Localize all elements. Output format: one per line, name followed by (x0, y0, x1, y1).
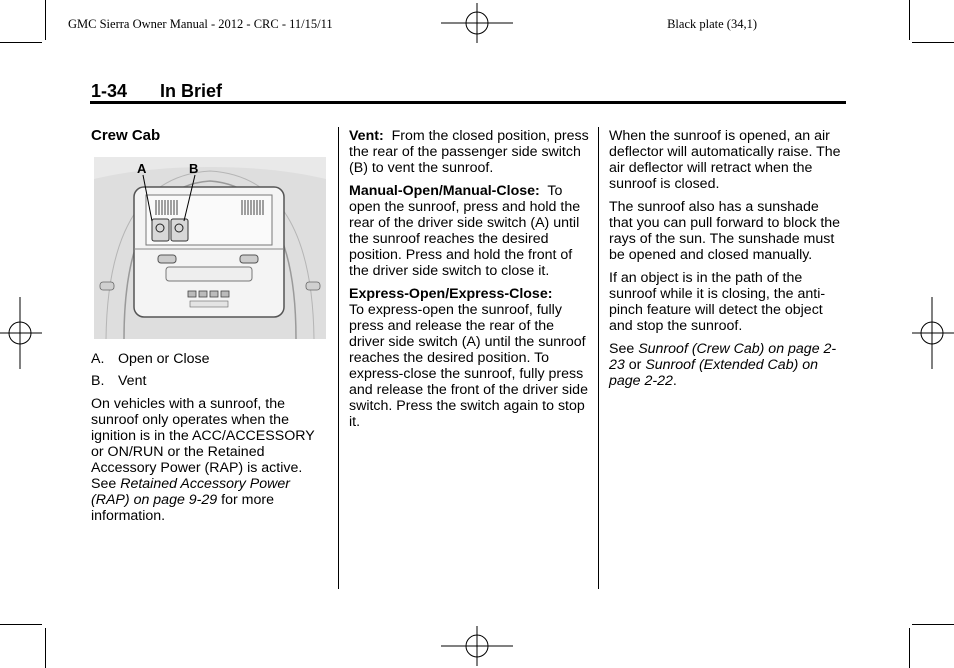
registration-mark-bottom (441, 626, 513, 666)
crop-mark (0, 624, 42, 625)
registration-mark-left (0, 297, 42, 369)
see-also-paragraph: See Sunroof (Crew Cab) on page 2-23 or Sunroof (Extended Cab) on page 2-22. (609, 341, 837, 389)
crop-mark (45, 0, 46, 40)
legend-marker: A. (91, 351, 105, 367)
sunroof-operation-paragraph: On vehicles with a sunroof, the sunroof only operates when the ignition is in the ACC/ACCESSORY or ON/RUN or the Retained Accessory Power (RAP) is active. See Retained Accessory Power (RAP) on page 9-29 for more information. (91, 396, 315, 524)
registration-mark-top (441, 3, 513, 43)
anti-pinch-paragraph: If an object is in the path of the sunroof while it is closing, the anti-pinch feature will detect the object and stop the sunroof. (609, 270, 826, 334)
crop-mark (0, 42, 42, 43)
column-3 (609, 128, 845, 396)
slug-left: GMC Sierra Owner Manual - 2012 - CRC - 11/15/11 (68, 17, 333, 31)
manual-paragraph: Manual-Open/Manual-Close: To open the sunroof, press and hold the rear of the driver side switch (A) until the sunroof reaches the desired position. Press and hold the front of the driver side switch to close it. (349, 183, 581, 279)
legend-marker: B. (91, 373, 105, 389)
registration-mark-right (912, 297, 954, 369)
slug-right: Black plate (34,1) (667, 17, 757, 31)
crop-mark (912, 624, 954, 625)
section-heading: Crew Cab (91, 127, 161, 144)
express-paragraph: Express-Open/Express-Close: To express-open the sunroof, fully press and release the rear of the driver side switch (A) until the sunroof reaches the desired position. To express-close the sunroof, fully press and release the front of the driver side switch. Press the switch again to stop it. (349, 286, 588, 430)
sunshade-paragraph: The sunroof also has a sunshade that you can pull forward to block the rays of the sun. The sunshade must be opened and closed manually. (609, 199, 841, 263)
legend-text: Open or Close (118, 351, 210, 367)
air-deflector-paragraph: When the sunroof is opened, an air deflector will automatically raise. The air deflector will retract when the sunroof is closed. (609, 128, 841, 192)
vent-label: Vent: (349, 128, 384, 144)
column-separator (338, 127, 339, 589)
express-label: Express-Open/Express-Close: (349, 286, 553, 302)
overhead-console-figure (94, 157, 326, 339)
callout-a-label: A (137, 161, 147, 176)
legend-item-b (91, 373, 327, 389)
header-rule (90, 101, 846, 104)
column-separator (598, 127, 599, 589)
callout-b-label: B (189, 161, 199, 176)
page-number: 1-34 (91, 81, 128, 101)
legend-text: Vent (118, 373, 147, 389)
vent-paragraph: Vent: From the closed position, press the rear of the passenger side switch (B) to vent the sunroof. (349, 128, 589, 176)
extended-cab-sunroof-link[interactable]: Sunroof (Extended Cab) on page 2-22 (609, 357, 819, 389)
crop-mark (912, 42, 954, 43)
manual-label: Manual-Open/Manual-Close: (349, 183, 540, 199)
column-2 (349, 128, 589, 437)
legend-item-a (91, 351, 327, 367)
crop-mark (45, 628, 46, 668)
rap-reference-link[interactable]: Retained Accessory Power (RAP) on page 9-29 (91, 476, 291, 508)
page-title: In Brief (160, 81, 223, 101)
column-1 (91, 128, 327, 531)
crop-mark (909, 628, 910, 668)
crew-cab-sunroof-link[interactable]: Sunroof (Crew Cab) on page 2-23 (609, 341, 837, 373)
crop-mark (909, 0, 910, 40)
